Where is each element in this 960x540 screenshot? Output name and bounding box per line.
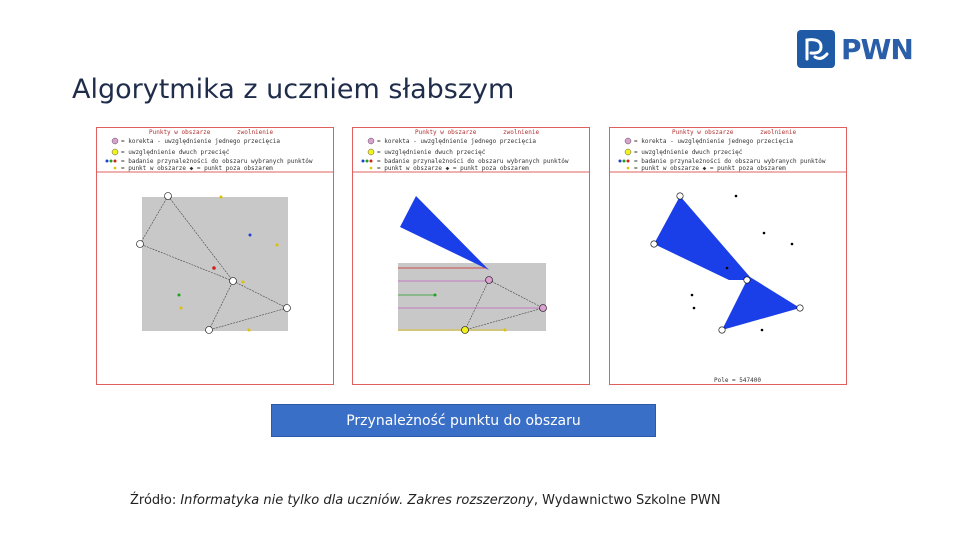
legend-header-right: zwolnienie (503, 129, 540, 136)
filled-polygon (400, 196, 489, 270)
logo-text: PWN (841, 32, 913, 66)
pwn-logo (797, 28, 925, 70)
pwn-logo-mark-icon (797, 30, 835, 68)
screenshot-panel-1 (96, 127, 334, 385)
legend-row-4: = punkt w obszarze ◆ = punkt poza obszarem (121, 165, 273, 172)
legend-row-4: = punkt w obszarze ◆ = punkt poza obszarem (634, 165, 786, 172)
legend-header-left: Punkty w obszarze (415, 129, 477, 136)
test-region (142, 197, 288, 331)
source-publisher: , Wydawnictwo Szkolne PWN (533, 493, 721, 508)
legend-row-1: = korekta - uwzględnienie jednego przecięcia (377, 138, 536, 145)
legend-row-3: = badanie przynależności do obszaru wybranych punktów (634, 158, 826, 165)
caption-bar: Przynależność punktu do obszaru (271, 404, 656, 437)
source-note (130, 493, 721, 508)
legend-header-right: zwolnienie (760, 129, 797, 136)
test-region (398, 263, 546, 331)
legend-pink-marker-icon (112, 138, 118, 144)
source-prefix: Źródło: (130, 493, 181, 508)
legend-row-3: = badanie przynależności do obszaru wybranych punktów (377, 158, 569, 165)
legend-header-right: zwolnienie (237, 129, 274, 136)
legend-row-2: = uwzględnienie dwuch przecięć (121, 149, 230, 156)
legend-row-3: = badanie przynależności do obszaru wybranych punktów (121, 158, 313, 165)
filled-polygon (654, 196, 800, 330)
slide-title: Algorytmika z uczniem słabszym (72, 74, 515, 105)
legend-pink-marker-icon (625, 138, 631, 144)
area-status: Pole = 547400 (714, 377, 761, 384)
source-title: Informatyka nie tylko dla uczniów. Zakres rozszerzony (180, 493, 534, 508)
legend-header-left: Punkty w obszarze (672, 129, 734, 136)
screenshot-panel-3 (609, 127, 847, 385)
legend-row-1: = korekta - uwzględnienie jednego przecięcia (634, 138, 793, 145)
legend-pink-marker-icon (368, 138, 374, 144)
screenshot-panel-2 (352, 127, 590, 385)
legend-row-2: = uwzględnienie dwuch przecięć (377, 149, 486, 156)
legend-yellow-marker-icon (112, 149, 118, 155)
legend-row-2: = uwzględnienie dwuch przecięć (634, 149, 743, 156)
legend-header-left: Punkty w obszarze (149, 129, 211, 136)
legend-yellow-marker-icon (625, 149, 631, 155)
legend-yellow-marker-icon (368, 149, 374, 155)
legend-row-4: = punkt w obszarze ◆ = punkt poza obszarem (377, 165, 529, 172)
legend-row-1: = korekta - uwzględnienie jednego przecięcia (121, 138, 280, 145)
